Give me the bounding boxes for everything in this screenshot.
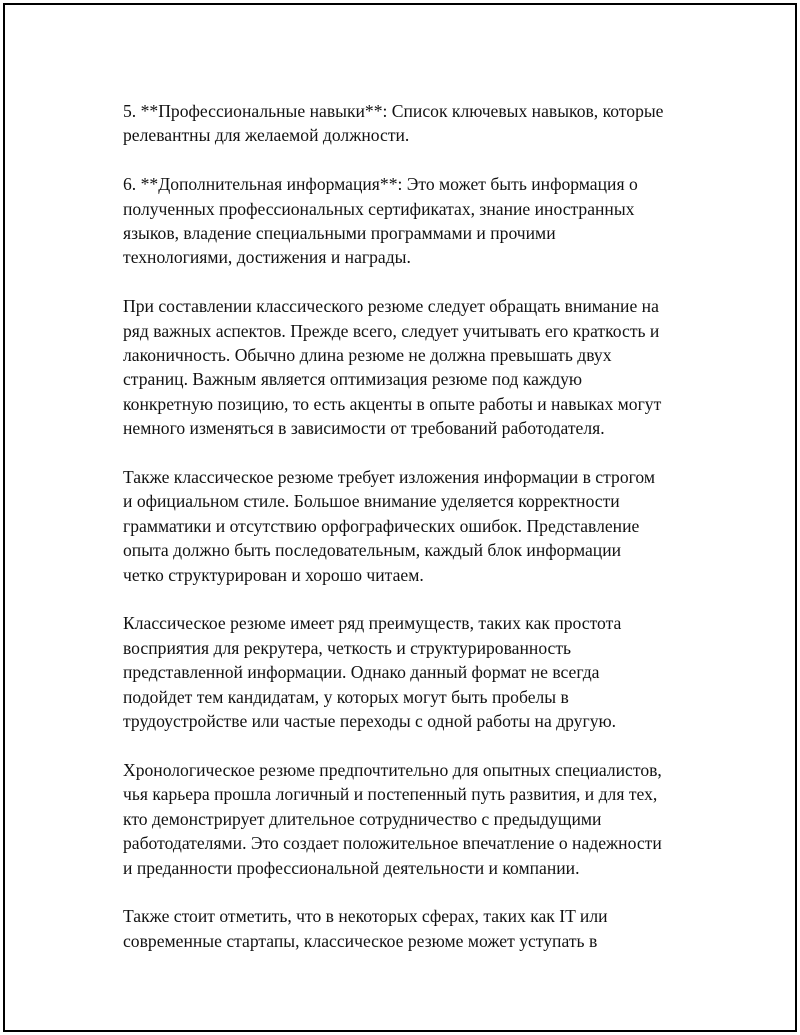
text-line: Также стоит отметить, что в некоторых сферах, таких как IT или (123, 906, 608, 927)
text-line: немного изменяться в зависимости от требований работодателя. (123, 418, 605, 439)
text-line: и официальном стиле. Большое внимание уделяется корректности (123, 491, 620, 512)
paragraph-advantages (123, 611, 693, 733)
text-line: представленной информации. Однако данный формат не всегда (123, 662, 600, 683)
paragraph-additional-info (123, 172, 693, 270)
text-line: 5. **Профессиональные навыки**: Список ключевых навыков, которые (123, 101, 664, 121)
text-line: подойдет тем кандидатам, у которых могут быть пробелы в (123, 686, 569, 707)
text-line: страниц. Важным является оптимизация резюме под каждую (123, 369, 583, 390)
text-line: полученных профессиональных сертификатах, знание иностранных (123, 198, 635, 219)
page-frame (3, 3, 797, 1032)
paragraph-skills (123, 99, 693, 148)
text-line: При составлении классического резюме следует обращать внимание на (123, 296, 659, 317)
text-line: опыта должно быть последовательным, каждый блок информации (123, 540, 622, 561)
text-line: ряд важных аспектов. Прежде всего, следует учитывать его краткость и (123, 320, 660, 341)
text-line: кто демонстрирует длительное сотрудничество с предыдущими (123, 808, 602, 829)
text-line: чья карьера прошла логичный и постепенный путь развития, и для тех, (123, 784, 658, 805)
text-line: четко структурирован и хорошо читаем. (123, 564, 424, 585)
text-line: технологиями, достижения и награды. (123, 247, 411, 268)
text-line: языков, владение специальными программами и прочими (123, 223, 556, 244)
text-line: релевантны для желаемой должности. (123, 125, 410, 146)
text-line: грамматики и отсутствию орфографических ошибок. Представление (123, 515, 640, 536)
page-content (123, 99, 693, 978)
text-line: Классическое резюме имеет ряд преимуществ, таких как простота (123, 613, 622, 634)
text-line: лаконичность. Обычно длина резюме не должна превышать двух (123, 345, 612, 366)
text-line: Также классическое резюме требует изложения информации в строгом (123, 467, 655, 488)
paragraph-chronological (123, 758, 693, 880)
text-line: 6. **Дополнительная информация**: Это может быть информация о (123, 174, 638, 195)
text-line: Хронологическое резюме предпочтительно для опытных специалистов, (123, 759, 662, 780)
text-line: конкретную позицию, то есть акценты в опыте работы и навыках могут (123, 393, 662, 414)
paragraph-formal-style (123, 465, 693, 587)
text-line: и преданности профессиональной деятельности и компании. (123, 857, 580, 878)
paragraph-it-startups (123, 904, 693, 953)
paragraph-composing-resume (123, 294, 693, 440)
text-line: современные стартапы, классическое резюме может уступать в (123, 930, 598, 951)
text-line: трудоустройстве или частые переходы с одной работы на другую. (123, 711, 617, 732)
text-line: работодателями. Это создает положительное впечатление о надежности (123, 833, 662, 854)
text-line: восприятия для рекрутера, четкость и структурированность (123, 637, 572, 658)
